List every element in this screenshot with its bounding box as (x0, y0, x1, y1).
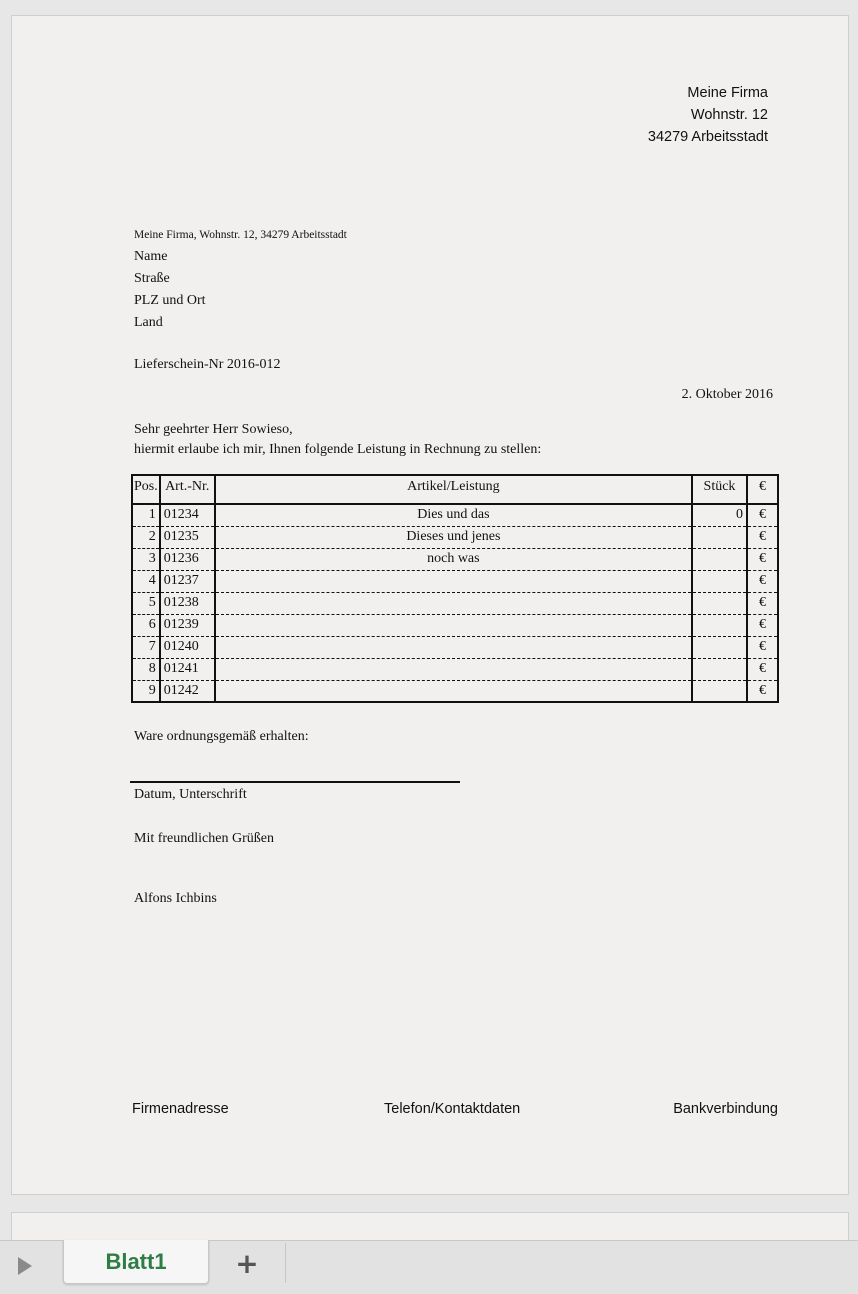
header-description: Artikel/Leistung (215, 475, 692, 504)
cell-description (215, 570, 692, 592)
recipient-street: Straße (134, 271, 170, 286)
cell-description: Dies und das (215, 504, 692, 526)
closing-text: Mit freundlichen Grüßen (134, 831, 274, 846)
recipient-address (134, 246, 206, 334)
cell-pos: 3 (132, 548, 160, 570)
cell-description: Dieses und jenes (215, 526, 692, 548)
letterhead (648, 82, 768, 148)
cell-description (215, 636, 692, 658)
cell-pos: 2 (132, 526, 160, 548)
play-arrow-icon[interactable] (18, 1257, 32, 1275)
letterhead-company: Meine Firma (687, 85, 768, 101)
cell-currency: € (747, 504, 778, 526)
table-row (132, 570, 778, 592)
cell-article-no: 01240 (160, 636, 215, 658)
table-row (132, 548, 778, 570)
cell-quantity (692, 570, 747, 592)
letterhead-street: Wohnstr. 12 (690, 107, 768, 123)
tab-divider (285, 1243, 286, 1283)
table-row (132, 592, 778, 614)
cell-article-no: 01238 (160, 592, 215, 614)
cell-quantity (692, 614, 747, 636)
cell-article-no: 01235 (160, 526, 215, 548)
cell-currency: € (747, 614, 778, 636)
header-article-no: Art.-Nr. (160, 475, 215, 504)
recipient-name: Name (134, 249, 168, 264)
document-date: 2. Oktober 2016 (681, 387, 773, 402)
cell-quantity (692, 636, 747, 658)
cell-article-no: 01239 (160, 614, 215, 636)
cell-article-no: 01237 (160, 570, 215, 592)
intro-text: hiermit erlaube ich mir, Ihnen folgende Leistung in Rechnung zu stellen: (134, 442, 542, 457)
letterhead-city: 34279 Arbeitsstadt (647, 129, 768, 145)
items-table (131, 474, 779, 703)
cell-quantity (692, 592, 747, 614)
plus-icon[interactable]: + (235, 1247, 259, 1280)
goods-received-text: Ware ordnungsgemäß erhalten: (134, 729, 309, 744)
header-pos: Pos. (132, 475, 160, 504)
footer-address: Firmenadresse (132, 1101, 229, 1117)
signature-line (130, 781, 460, 783)
sender-return-line: Meine Firma, Wohnstr. 12, 34279 Arbeitsstadt (134, 229, 347, 241)
cell-currency: € (747, 592, 778, 614)
footer-contact: Telefon/Kontaktdaten (384, 1101, 521, 1117)
table-header-row (132, 475, 778, 504)
cell-currency: € (747, 548, 778, 570)
delivery-note-number: Lieferschein-Nr 2016-012 (134, 357, 281, 372)
cell-description (215, 592, 692, 614)
cell-article-no: 01234 (160, 504, 215, 526)
cell-quantity: 0 (692, 504, 747, 526)
table-row (132, 504, 778, 526)
recipient-zip-city: PLZ und Ort (134, 293, 206, 308)
table-row (132, 526, 778, 548)
cell-quantity (692, 548, 747, 570)
cell-quantity (692, 658, 747, 680)
signature-label: Datum, Unterschrift (134, 787, 247, 802)
table-row (132, 658, 778, 680)
cell-pos: 9 (132, 680, 160, 702)
table-row (132, 680, 778, 702)
cell-currency: € (747, 570, 778, 592)
cell-description (215, 614, 692, 636)
cell-description (215, 658, 692, 680)
cell-pos: 5 (132, 592, 160, 614)
cell-description: noch was (215, 548, 692, 570)
cell-currency: € (747, 658, 778, 680)
recipient-country: Land (134, 315, 163, 330)
cell-pos: 8 (132, 658, 160, 680)
cell-article-no: 01242 (160, 680, 215, 702)
signer-name: Alfons Ichbins (134, 891, 217, 906)
cell-currency: € (747, 680, 778, 702)
cell-currency: € (747, 526, 778, 548)
salutation: Sehr geehrter Herr Sowieso, (134, 422, 293, 437)
cell-quantity (692, 680, 747, 702)
header-quantity: Stück (692, 475, 747, 504)
sheet-tab-bar (0, 1240, 858, 1294)
footer-bank: Bankverbindung (673, 1101, 778, 1117)
table-row (132, 636, 778, 658)
cell-quantity (692, 526, 747, 548)
cell-pos: 4 (132, 570, 160, 592)
cell-article-no: 01236 (160, 548, 215, 570)
cell-pos: 7 (132, 636, 160, 658)
cell-pos: 1 (132, 504, 160, 526)
document-page (11, 15, 849, 1195)
cell-currency: € (747, 636, 778, 658)
cell-description (215, 680, 692, 702)
cell-pos: 6 (132, 614, 160, 636)
header-currency: € (747, 475, 778, 504)
sheet-tab-blatt1[interactable]: Blatt1 (63, 1240, 209, 1284)
cell-article-no: 01241 (160, 658, 215, 680)
table-row (132, 614, 778, 636)
